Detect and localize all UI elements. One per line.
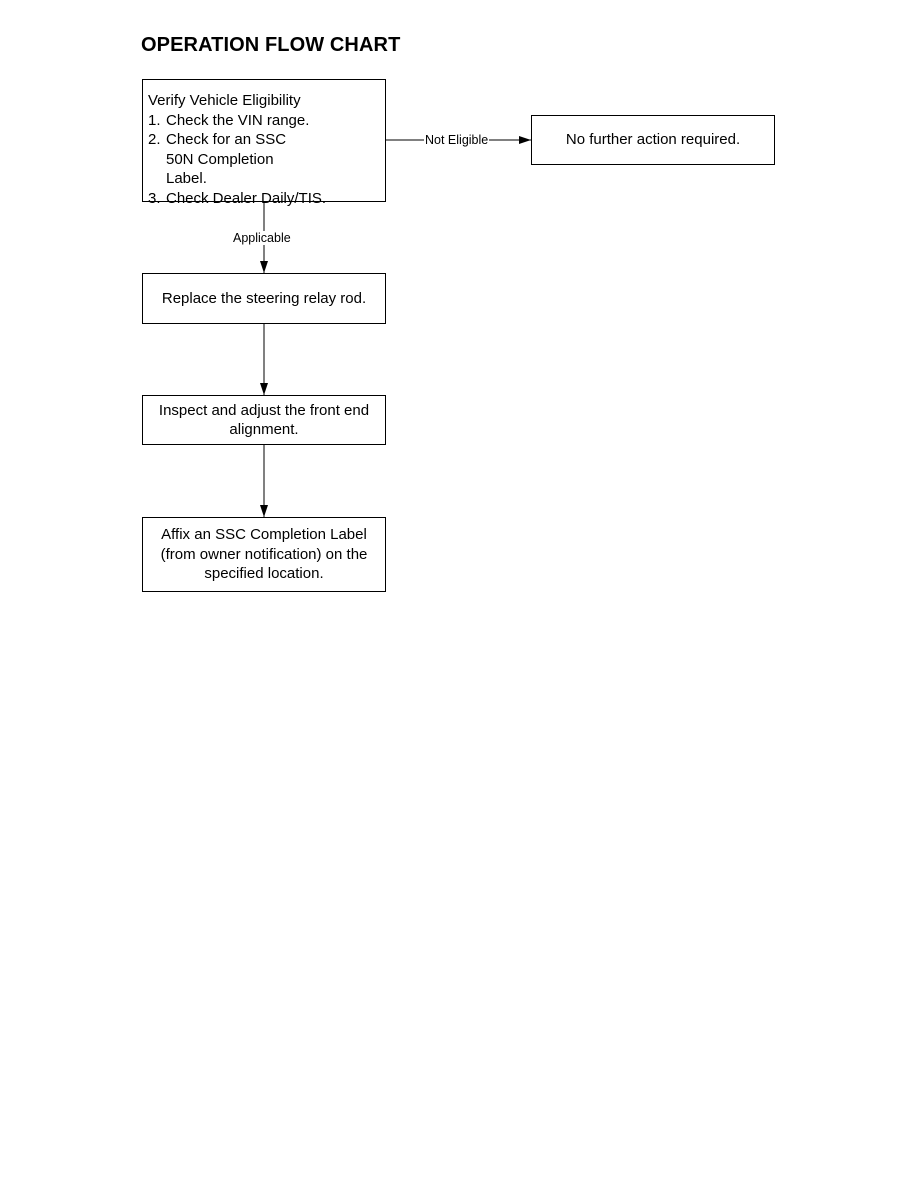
no-action-box: No further action required. xyxy=(531,115,775,165)
verify-heading: Verify Vehicle Eligibility xyxy=(148,92,301,109)
verify-step: 2. Check for an SSC 50N Completion Label. xyxy=(148,131,287,187)
verify-step: 1. Check the VIN range. xyxy=(148,111,310,129)
replace-relay-rod-box: Replace the steering relay rod. xyxy=(142,273,386,324)
edge-label-not-eligible: Not Eligible xyxy=(425,133,489,147)
page-title: OPERATION FLOW CHART xyxy=(141,34,401,56)
verify-eligibility-box xyxy=(142,79,386,207)
inspect-alignment-box: Inspect and adjust the front end alignment. xyxy=(142,395,386,445)
edge-label-applicable: Applicable xyxy=(233,231,291,245)
verify-step: 3. Check Dealer Daily/TIS. xyxy=(148,189,327,207)
affix-label-box: Affix an SSC Completion Label (from owner notification) on the specified location. xyxy=(142,517,386,592)
